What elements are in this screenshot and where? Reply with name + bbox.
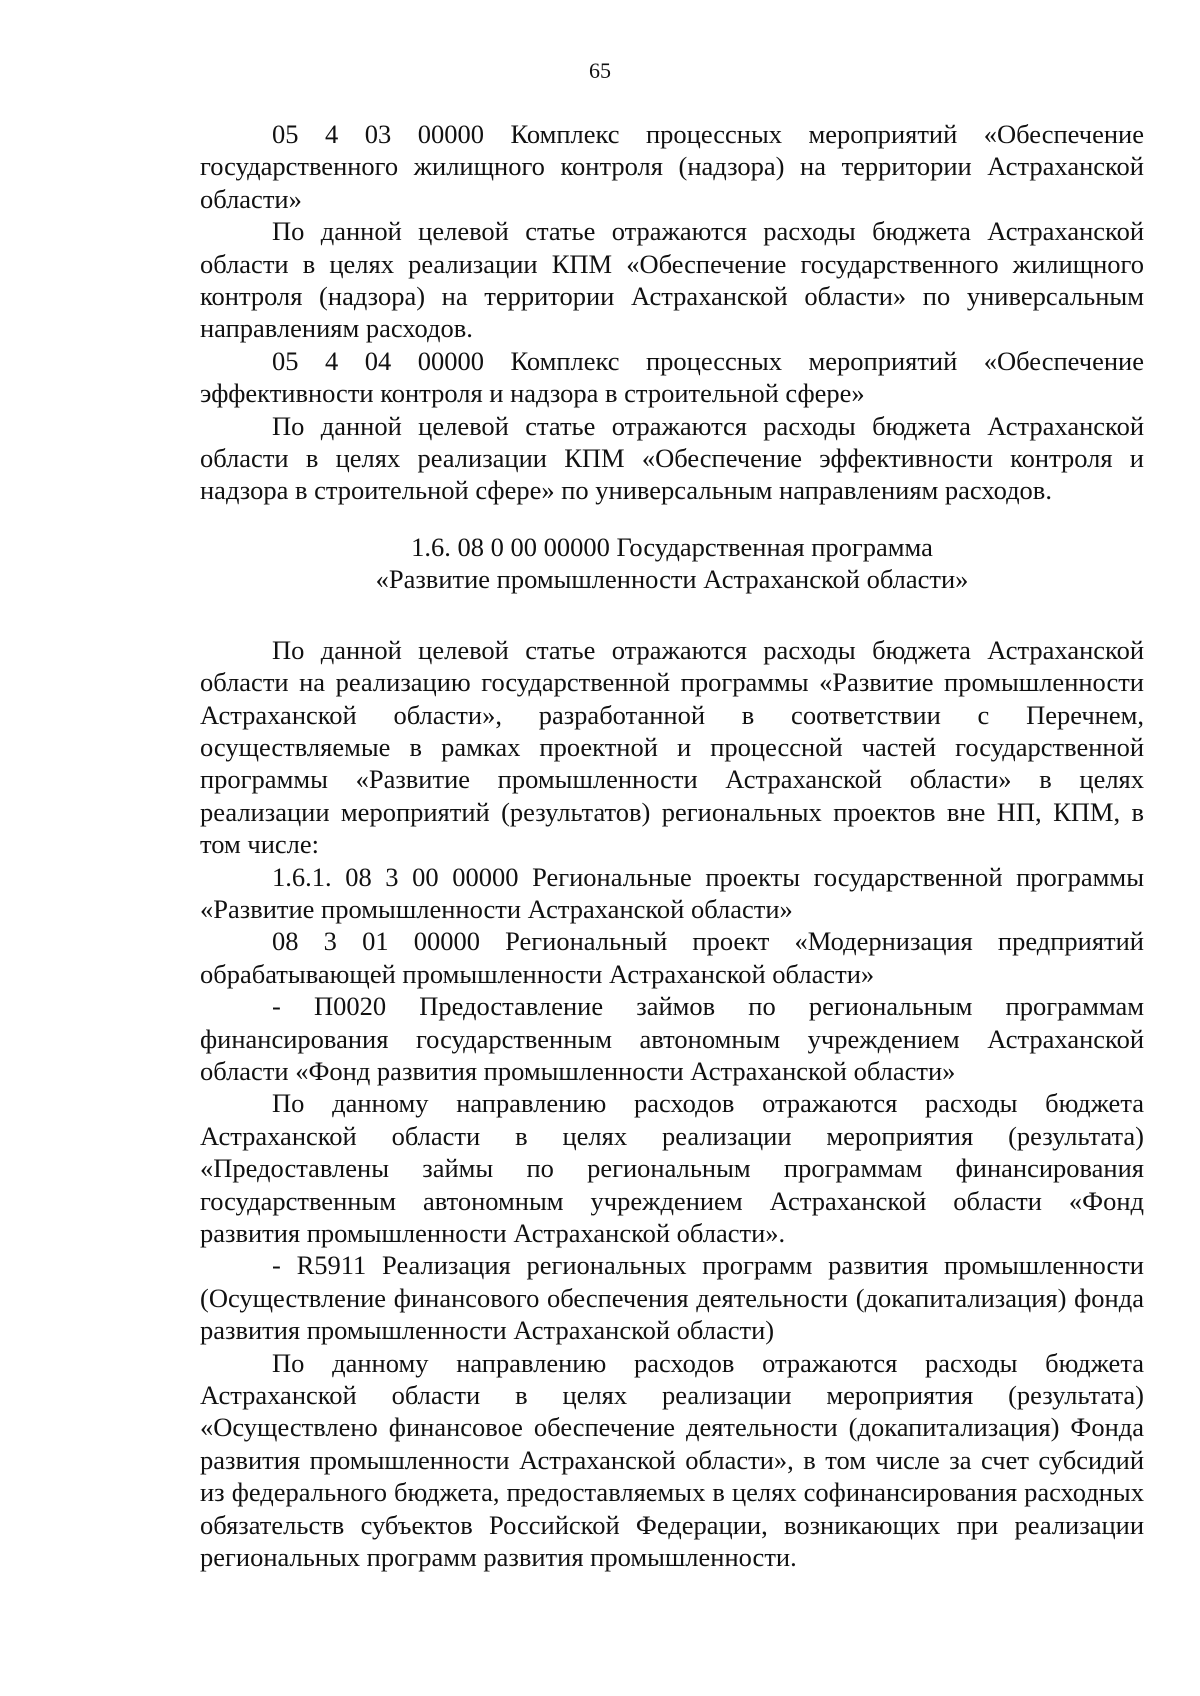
paragraph-p0020-description: По данному направлению расходов отражаются расходы бюджета Астраханской области в целях реализации мероприятия (результата) «Предоставлены займы по региональным программам финансирования государственным автономным учреждением Астраханской области «Фонд развития промышленности Астраханской области». (200, 1088, 1144, 1248)
paragraph-program-description: По данной целевой статье отражаются расходы бюджета Астраханской области на реализацию государственной программы «Развитие промышленности Астраханской области», разработанной в соответствии с Перечнем, осуществляемые в рамках проектной и процессной частей государственной программы «Развитие промышленности Астраханской области» в целях реализации мероприятий (результатов) региональных проектов вне НП, КПМ, в том числе: (200, 634, 1144, 860)
paragraph-p0020-item: - П0020 Предоставление займов по региональным программам финансирования государственным автономным учреждением Астраханской области «Фонд развития промышленности Астраханской области» (200, 991, 1144, 1086)
paragraph-r5911-item: - R5911 Реализация региональных программ развития промышленности (Осуществление финансового обеспечения деятельности (докапитализация) фонда развития промышленности Астраханской области) (200, 1250, 1144, 1346)
document-body (200, 118, 1144, 1573)
paragraph-kpm-housing-control-description: По данной целевой статье отражаются расходы бюджета Астраханской области в целях реализации КПМ «Обеспечение государственного жилищного контроля (надзора) на территории Астраханской области» по универсальным направлениям расходов. (200, 216, 1144, 344)
paragraph-kpm-construction-control-description: По данной целевой статье отражаются расходы бюджета Астраханской области в целях реализации КПМ «Обеспечение эффективности контроля и надзора в строительной сфере» по универсальным направлениям расходов. (200, 410, 1144, 506)
paragraph-regional-projects-title: 1.6.1. 08 3 00 00000 Региональные проекты государственной программы «Развитие промышленности Астраханской области» (200, 861, 1144, 924)
paragraph-r5911-description: По данному направлению расходов отражаются расходы бюджета Астраханской области в целях реализации мероприятия (результата) «Осуществлено финансовое обеспечение деятельности (докапитализация) Фонда развития промышленности Астраханской области», в том числе за счет субсидий из федерального бюджета, предоставляемых в целях софинансирования расходных обязательств субъектов Российской Федерации, возникающих при реализации региональных программ развития промышленности. (200, 1347, 1144, 1573)
paragraph-kpm-housing-control-title: 05 4 03 00000 Комплекс процессных мероприятий «Обеспечение государственного жилищного контроля (надзора) на территории Астраханской области» (200, 119, 1144, 214)
section-heading (200, 531, 1144, 596)
paragraph-kpm-construction-control-title: 05 4 04 00000 Комплекс процессных мероприятий «Обеспечение эффективности контроля и надзора в строительной сфере» (200, 345, 1144, 409)
section-heading-line-1: 1.6. 08 0 00 00000 Государственная программа (411, 531, 933, 562)
page-number: 65 (589, 58, 611, 83)
section-heading-line-2: «Развитие промышленности Астраханской области» (375, 564, 969, 595)
paragraph-modernization-project-title: 08 3 01 00000 Региональный проект «Модернизация предприятий обрабатывающей промышленности Астраханской области» (200, 926, 1144, 989)
